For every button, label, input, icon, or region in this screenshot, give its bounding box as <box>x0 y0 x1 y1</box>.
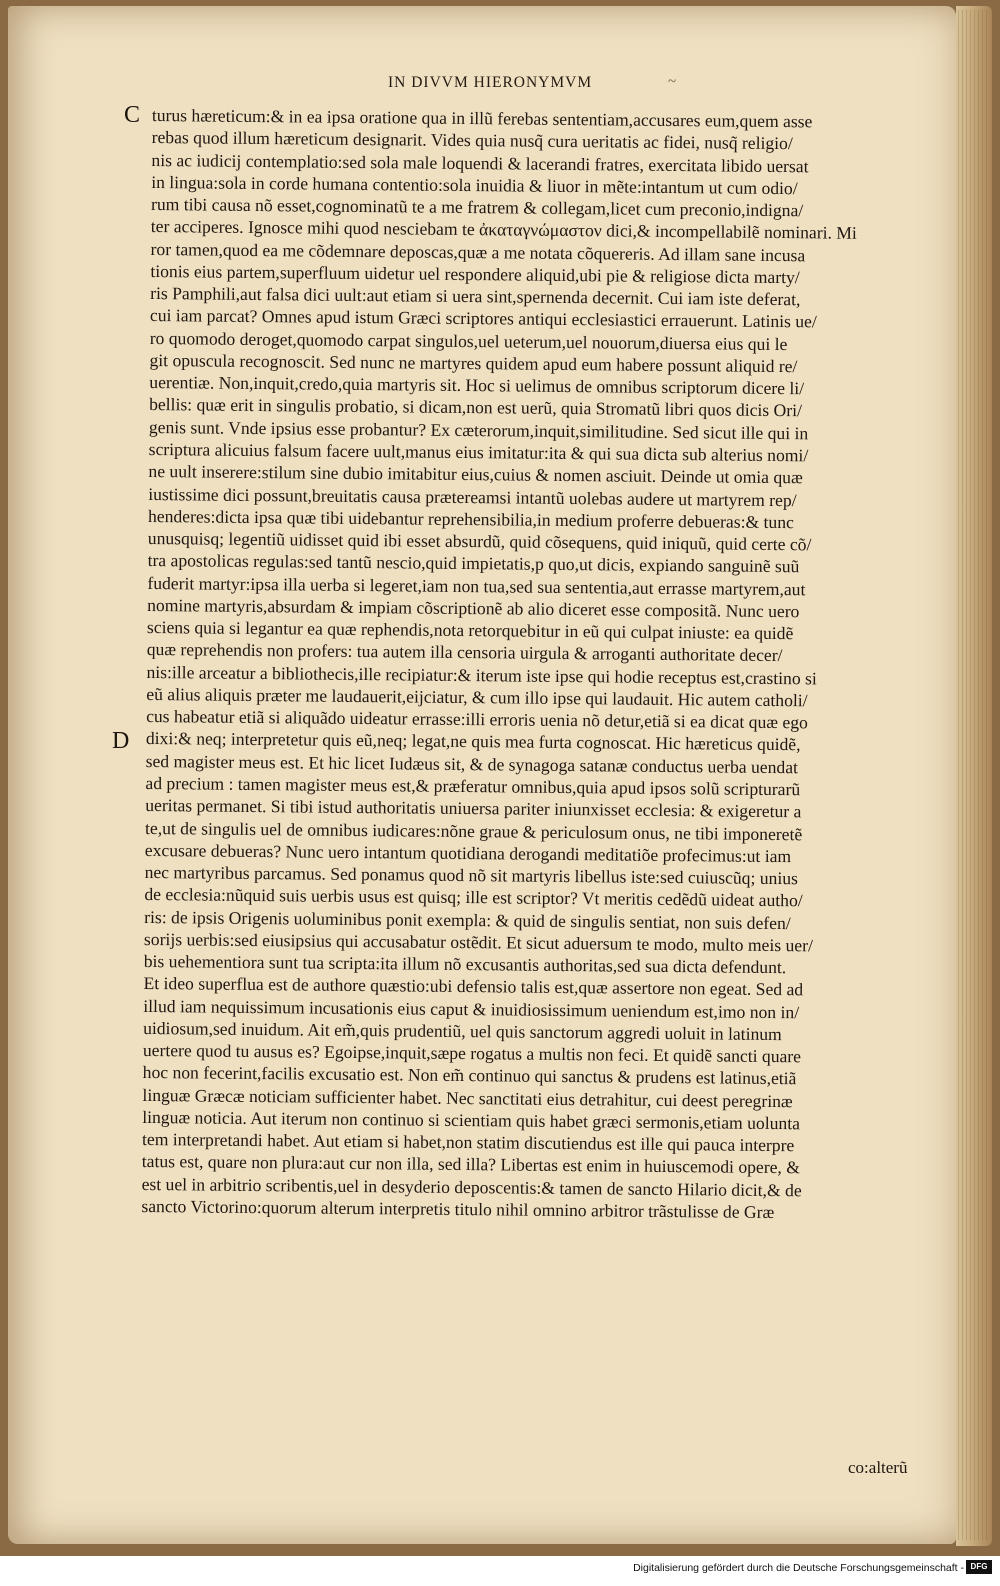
text-line: genis sunt. Vnde ipsius esse probantur? Ex cæterorum,inquit,similitudine. Sed sicut ille qui in <box>148 416 809 444</box>
text-line: tionis eius partem,superfluum uidetur uel respondere aliquid,ubi pie & religiose dicta marty/ <box>150 260 800 288</box>
text-line: hoc non fecerint,facilis excusatio est. Non em̃ continuo qui sanctus & prudens est latinus,etiã <box>142 1062 797 1089</box>
text-line: turus hæreticum:& in ea ipsa oratione qua in illũ ferebas sententiam,accusares eum,quem asse <box>151 104 813 132</box>
text-line: ter acciperes. Ignosce mihi quod nesciebam te ἀκαταγνώμαστον dici,& incompellabilẽ nominari. Mi <box>150 216 857 244</box>
text-line: est uel in arbitrio scribentis,uel in desyderio deposcentis:& tamen de sancto Hilario dicit,& de <box>141 1173 802 1201</box>
text-line: sorijs uerbis:sed eiusipsius qui accusabatur ostẽdit. Et sicut aduersum te modo, multo meis uer/ <box>143 928 814 956</box>
text-line: scriptura alicuius falsum facere uult,manus eius imitatur:ita & qui sua dicta sub alterius nomi/ <box>148 438 809 466</box>
text-line: nomine martyris,absurdam & impiam cõscriptionẽ ab alio diceret esse compositã. Nunc uero <box>147 594 800 622</box>
text-line: cui iam parcat? Omnes apud istum Græci scriptores antiqui ecclesiastici errauerunt. Latinis ue/ <box>149 305 817 332</box>
text-line: de ecclesia:nũquid suis uerbis usus est quisq; ille est scriptor? Vt meritis cedẽdũ uideat autho/ <box>144 884 803 911</box>
text-line: git opuscula recognoscit. Sed nunc ne martyres quidem apud eum habere possunt aliquid re/ <box>149 349 798 377</box>
running-head: IN DIVVM HIERONYMVM <box>388 74 593 91</box>
text-line: ad precium : tamen magister meus est,& præferatur omnibus,quia apud ipsos solũ scripturarũ <box>145 772 801 800</box>
text-line: in lingua:sola in corde humana contentio:sola inuidia & liuor in mẽte:intantum ut cum odio/ <box>151 171 798 198</box>
text-line: fuderit martyr:ipsa illa uerba si legeret,iam non tua,sed sua sententia,aut errasse martyrem,aut <box>147 572 806 599</box>
text-line: uertere quod tu ausus es? Egoipse,inquit,sæpe rogatus a multis non feci. Et quidẽ sancti quare <box>142 1040 802 1067</box>
text-line: rum tibi causa nõ esset,cognominatũ te a me fratrem & collegam,licet cum preconio,indigna/ <box>150 194 804 221</box>
text-line: henderes:dicta ipsa quæ tibi uidebantur reprehensibilia,in medium proferre debueras:& tunc <box>147 505 794 532</box>
text-line: dixi:& neq; interpretetur quis eũ,neq; legat,ne quis mea furta cognoscat. Hic hæreticus quidẽ, <box>145 728 801 755</box>
dfg-logo: DFG <box>966 1560 992 1574</box>
text-line: ris Pamphili,aut falsa dici uult:aut etiam si uera sint,spernenda decernit. Cui iam iste deferat, <box>150 283 801 310</box>
text-line: ror tamen,quod ea me cõdemnare deposcas,quæ a me notata cõquereris. Ad illam sane incusa <box>150 238 806 265</box>
text-block <box>141 104 942 1225</box>
marginal-letter-d: D <box>112 728 130 754</box>
text-line: nec martyribus parcamus. Sed ponamus quod nõ sit martyris libellus iste:sed cuiuscũq; unius <box>144 861 799 889</box>
text-line: nis ac iudicij contemplatio:sed sola male loquendi & lacerandi fratres, exercitata libido uersat <box>151 149 809 176</box>
text-line: illud iam nequissimum incusationis eius caput & inuidiosissimum ueniendum est,imo non in/ <box>143 995 800 1022</box>
text-line: eũ alius aliquis præter me laudauerit,eijciatur, & cum illo ipse qui laudauit. Hic autem catholi/ <box>146 683 808 711</box>
text-line: ne uult inserere:stilum sine dubio imitabitur eius,cuius & nomen asciuit. Deinde ut omia quæ <box>148 461 803 488</box>
text-line: linguæ noticia. Aut iterum non continuo si scientiam quis habet græci sermonis,etiam uolunta <box>142 1106 801 1134</box>
text-line: bis uehementiora sunt tua scripta:ita illum nõ excusantis authoritas,sed sua dicta defendunt. <box>143 951 787 978</box>
text-line: ro quomodo deroget,quomodo carpat singulos,uel ueterum,uel nouorum,diuersa eius qui le <box>149 327 788 354</box>
text-line: iustissime dici possunt,breuitatis causa prætereamsi intantũ uolebas audere ut martyrem rep/ <box>148 483 797 510</box>
text-line: linguæ Græcæ noticiam sufficienter habet. Nec sanctitati eius detrahitur, cui deest peregrinæ <box>142 1084 793 1111</box>
text-line: unusquisq; legentiũ uidisset quid ibi esset absurdũ, quid cõsequens, quid iniquũ, quid certe cõ/ <box>147 528 812 555</box>
text-line: ris: de ipsis Origenis uoluminibus ponit exempla: & quid de singulis sentiat, non suis defen/ <box>144 906 791 933</box>
text-line: nis:ille arceatur a bibliothecis,ille recipiatur:& iterum iste ipse qui hodie receptus est,crastino si <box>146 661 817 689</box>
text-line: uerentiæ. Non,inquit,credo,quia martyris sit. Hoc si uelimus de omnibus scriptorum dicere li/ <box>149 372 805 399</box>
text-line: ueritas permanet. Si tibi istud authoritatis uniuersa pariter iniunxisset ecclesia: & exigeretur a <box>145 795 802 822</box>
text-line: sed magister meus est. Et hic licet Iudæus sit, & de synagoga satanæ conductus uerba uendat <box>145 750 799 777</box>
text-line: uidiosum,sed inuidum. Ait em̃,quis prudentiũ, uel quis sanctorum aggredi uoluit in latinum <box>143 1017 782 1044</box>
text-line: excusare debueras? Nunc uero intantum quotidiana derogandi meditatiõe profecimus:ut iam <box>144 839 792 866</box>
page-edge-lines <box>958 10 988 1540</box>
text-line: sancto Victorino:quorum alterum interpretis titulo nihil omnino arbitror trãstulisse de Græ <box>141 1195 775 1223</box>
text-line: quæ reprehendis non profers: tua autem illa censoria uirgula & arroganti authoritate decer/ <box>146 639 783 666</box>
catchword: co:alterũ <box>848 1458 908 1477</box>
running-head-mark: ~ <box>668 74 677 90</box>
text-line: tatus est, quare non plura:aut cur non illa, sed illa? Libertas est enim in huiuscemodi opere, & <box>141 1151 801 1178</box>
text-line: Et ideo superflua est de authore quæstio:ubi defensio talis est,quæ assertore non egeat. Sed ad <box>143 973 804 1000</box>
text-line: sciens quia si legantur ea quæ rephendis,nota retorquebitur in eũ qui culpat iniuste: ea quidẽ <box>146 617 794 644</box>
text-line: cus habeatur etiã si aliquãdo uideatur errasse:illi erroris uenia nõ detur,etiã si ea dicat quæ ego <box>146 706 808 733</box>
text-line: tra apostolicas regulas:sed tantũ nescio,quid impietatis,p quo,ut dicis, expiando sanguinẽ suũ <box>147 550 800 577</box>
marginal-letter-c: C <box>124 102 141 128</box>
text-line: tem interpretandi habet. Aut etiam si habet,non statim discutiendus est ille qui pauca interpre <box>141 1129 795 1156</box>
text-line: rebas quod illum hæreticum designarit. Vides quia nusq̃ cura ueritatis ac fidei, nusq̃ religio/ <box>151 127 793 154</box>
text-line: bellis: quæ erit in singulis probatio, si dicam,non est uerũ, quia Stromatũ libri quos dicis Ori/ <box>149 394 803 421</box>
text-line: te,ut de singulis uel de omnibus iudicares:nõne graue & periculosum onus, ne tibi imponeretẽ <box>144 817 803 844</box>
digitization-credit: Digitalisierung gefördert durch die Deutsche Forschungsgemeinschaft - <box>633 1562 964 1574</box>
